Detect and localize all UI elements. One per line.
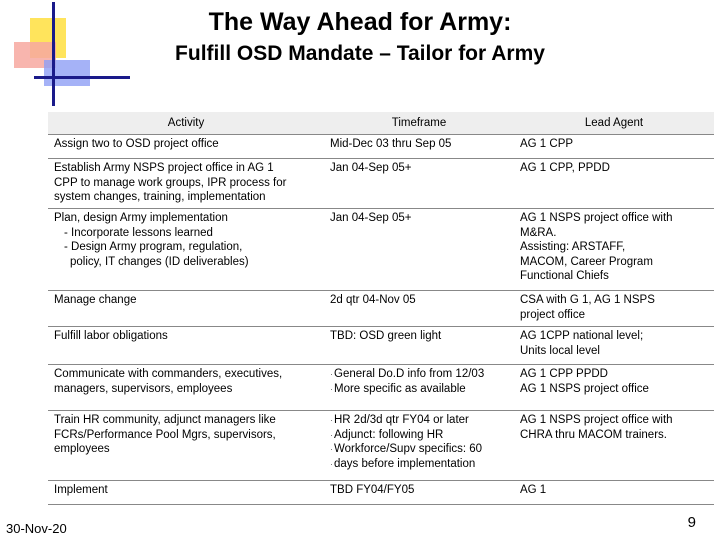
- lead-line: [520, 240, 708, 255]
- bullet-dot-icon: ·: [330, 429, 333, 440]
- bullet-dot-icon: ·: [330, 369, 333, 379]
- activity-line: [54, 161, 318, 176]
- timeframe-line: [330, 483, 508, 498]
- timeframe-line: [330, 428, 508, 443]
- lead-text: project office: [520, 308, 585, 321]
- lead-line: [520, 211, 708, 226]
- bullet-dot-icon: ·: [330, 383, 333, 394]
- activity-line: [54, 240, 318, 255]
- cell-timeframe: [324, 327, 514, 365]
- cell-activity: [48, 327, 324, 365]
- activity-text: FCRs/Performance Pool Mgrs, supervisors,: [54, 428, 276, 441]
- activity-line: [54, 190, 318, 205]
- timeframe-text: HR 2d/3d qtr FY04 or later: [334, 414, 469, 426]
- lead-text: AG 1 NSPS project office: [520, 382, 649, 395]
- cell-lead: [514, 411, 714, 481]
- activity-text: Plan, design Army implementation: [54, 212, 228, 224]
- lead-text: AG 1CPP national level;: [520, 330, 644, 342]
- table-row: [48, 481, 714, 505]
- table-body: [48, 135, 714, 505]
- lead-text: Functional Chiefs: [520, 270, 609, 282]
- lead-line: [520, 329, 708, 344]
- activity-text: Assign two to OSD project office: [54, 138, 219, 150]
- cell-timeframe: [324, 411, 514, 481]
- cell-timeframe: [324, 365, 514, 411]
- bullet-dot-icon: ·: [330, 458, 333, 469]
- cell-lead: [514, 365, 714, 411]
- timeframe-line: [330, 442, 508, 457]
- timeframe-text: days before implementation: [334, 457, 476, 470]
- cell-activity: [48, 135, 324, 159]
- activity-line: [54, 382, 318, 397]
- lead-line: [520, 413, 708, 428]
- cell-activity: [48, 159, 324, 209]
- activity-text: Fulfill labor obligations: [54, 330, 168, 342]
- lead-line: [520, 269, 708, 284]
- lead-text: M&RA.: [520, 226, 557, 239]
- activity-text: Train HR community, adjunct managers like: [54, 414, 276, 426]
- lead-line: [520, 308, 708, 323]
- lead-line: [520, 428, 708, 443]
- cell-lead: [514, 291, 714, 327]
- cell-lead: [514, 327, 714, 365]
- timeframe-line: [330, 161, 508, 176]
- lead-text: AG 1 CPP PPDD: [520, 368, 608, 380]
- timeframe-text: General Do.D info from 12/03: [334, 368, 485, 380]
- lead-line: [520, 367, 708, 382]
- bullet-dot-icon: ·: [330, 444, 333, 454]
- cell-lead: [514, 135, 714, 159]
- timeframe-text: TBD FY04/FY05: [330, 484, 415, 496]
- cell-activity: [48, 411, 324, 481]
- activity-text: Communicate with commanders, executives,: [54, 368, 283, 380]
- cell-timeframe: [324, 159, 514, 209]
- cell-lead: [514, 481, 714, 505]
- lead-line: [520, 344, 708, 359]
- lead-line: [520, 483, 708, 498]
- activity-text: Implement: [54, 484, 108, 496]
- table-header-row: [48, 112, 714, 135]
- table-row: [48, 291, 714, 327]
- timeframe-line: [330, 413, 508, 428]
- decor-horizontal-line: [34, 76, 130, 79]
- timeframe-text: Mid-Dec 03 thru Sep 05: [330, 138, 452, 150]
- slide-subtitle: Fulfill OSD Mandate – Tailor for Army: [175, 42, 545, 65]
- timeframe-text: TBD: OSD green light: [330, 330, 442, 342]
- page-number: 9: [687, 514, 696, 531]
- timeframe-line: [330, 329, 508, 344]
- activity-line: [54, 293, 318, 308]
- timeframe-line: [330, 211, 508, 226]
- lead-text: AG 1 NSPS project office with: [520, 212, 673, 224]
- lead-line: [520, 382, 708, 397]
- activity-line: [54, 255, 318, 270]
- timeframe-line: [330, 137, 508, 152]
- footer-date: 30-Nov-20: [6, 521, 67, 536]
- timeframe-text: Workforce/Supv specifics: 60: [334, 443, 483, 455]
- lead-text: Units local level: [520, 344, 600, 357]
- activity-line: [54, 413, 318, 428]
- timeframe-text: Adjunct: following HR: [334, 428, 444, 441]
- table-row: [48, 135, 714, 159]
- cell-timeframe: [324, 135, 514, 159]
- lead-line: [520, 293, 708, 308]
- cell-timeframe: [324, 481, 514, 505]
- cell-lead: [514, 159, 714, 209]
- timeframe-line: [330, 293, 508, 308]
- cell-activity: [48, 291, 324, 327]
- activity-text: managers, supervisors, employees: [54, 382, 233, 395]
- timeframe-text: More specific as available: [334, 382, 466, 395]
- header-activity: Activity: [48, 112, 324, 135]
- cell-activity: [48, 365, 324, 411]
- lead-text: MACOM, Career Program: [520, 255, 653, 268]
- activity-line: [54, 329, 318, 344]
- table-row: [48, 411, 714, 481]
- table-row: [48, 365, 714, 411]
- activity-line: [54, 483, 318, 498]
- timeframe-text: 2d qtr 04-Nov 05: [330, 294, 416, 306]
- lead-text: Assisting: ARSTAFF,: [520, 241, 626, 253]
- lead-text: AG 1: [520, 484, 547, 496]
- timeframe-text: Jan 04-Sep 05+: [330, 212, 412, 224]
- slide-title: The Way Ahead for Army:: [208, 8, 512, 36]
- cell-lead: [514, 209, 714, 291]
- lead-text: CHRA thru MACOM trainers.: [520, 428, 667, 441]
- activity-line: [54, 176, 318, 191]
- activity-table: [48, 112, 714, 505]
- activity-text: - Design Army program, regulation,: [64, 241, 243, 253]
- cell-timeframe: [324, 291, 514, 327]
- lead-text: AG 1 CPP, PPDD: [520, 162, 610, 174]
- activity-text: policy, IT changes (ID deliverables): [70, 255, 249, 268]
- cell-timeframe: [324, 209, 514, 291]
- activity-text: - Incorporate lessons learned: [64, 226, 213, 239]
- lead-line: [520, 161, 708, 176]
- bullet-dot-icon: ·: [330, 415, 333, 425]
- header-lead-agent: Lead Agent: [514, 112, 714, 135]
- activity-line: [54, 211, 318, 226]
- lead-line: [520, 137, 708, 152]
- lead-line: [520, 226, 708, 241]
- activity-text: Establish Army NSPS project office in AG 1: [54, 162, 274, 174]
- lead-text: AG 1 CPP: [520, 138, 574, 150]
- activity-line: [54, 428, 318, 443]
- activity-text: CPP to manage work groups, IPR process for: [54, 176, 287, 189]
- activity-line: [54, 137, 318, 152]
- cell-activity: [48, 209, 324, 291]
- activity-line: [54, 367, 318, 382]
- timeframe-line: [330, 457, 508, 472]
- lead-text: AG 1 NSPS project office with: [520, 414, 673, 426]
- table-row: [48, 327, 714, 365]
- timeframe-line: [330, 382, 508, 397]
- activity-line: [54, 226, 318, 241]
- activity-line: [54, 442, 318, 457]
- header-timeframe: Timeframe: [324, 112, 514, 135]
- activity-text: Manage change: [54, 294, 137, 306]
- table-row: [48, 209, 714, 291]
- timeframe-text: Jan 04-Sep 05+: [330, 162, 412, 174]
- table-row: [48, 159, 714, 209]
- lead-text: CSA with G 1, AG 1 NSPS: [520, 294, 655, 306]
- activity-text: employees: [54, 443, 110, 455]
- activity-text: system changes, training, implementation: [54, 191, 266, 203]
- timeframe-line: [330, 367, 508, 382]
- lead-line: [520, 255, 708, 270]
- cell-activity: [48, 481, 324, 505]
